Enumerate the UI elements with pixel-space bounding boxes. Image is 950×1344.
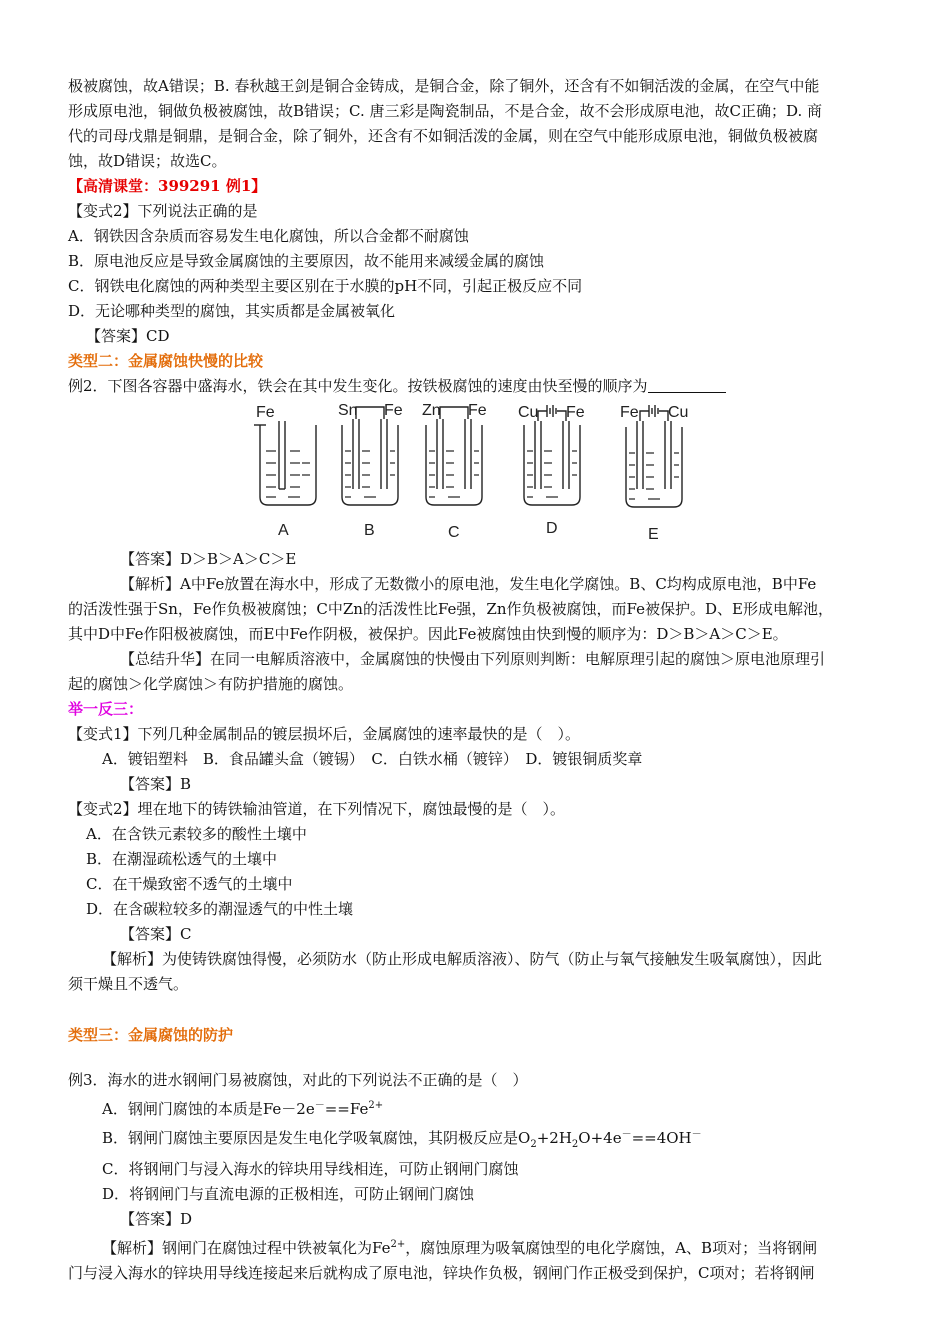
explanation-text: 【解析】钢闸门在腐蚀过程中铁被氧化为Fe	[102, 1239, 391, 1257]
electrode-label: Fe	[620, 404, 639, 421]
battery-icon	[547, 405, 556, 417]
beaker-label: D	[546, 520, 558, 537]
beaker-label: B	[364, 522, 375, 539]
beaker-label: E	[648, 526, 659, 543]
option-text: A．钢闸门腐蚀的本质是Fe－2e	[102, 1100, 315, 1118]
superscript: －	[314, 1100, 325, 1111]
option-line: D．无论哪种类型的腐蚀，其实质都是金属被氧化	[68, 302, 396, 320]
option-line	[68, 1122, 886, 1157]
electrode-label: Fe	[468, 402, 487, 419]
question-text: 【变式2】埋在地下的铸铁输油管道，在下列情况下，腐蚀最慢的是（ ）。	[68, 800, 566, 818]
hd-class-note: 【高清课堂：399291 例1】	[68, 177, 267, 195]
beaker-d	[518, 404, 585, 537]
beaker-e	[620, 404, 688, 543]
superscript: －	[691, 1129, 702, 1140]
summary-line: 起的腐蚀＞化学腐蚀＞有防护措施的腐蚀。	[68, 675, 354, 693]
option-line: C．在干燥致密不透气的土壤中	[86, 875, 293, 893]
document-page	[68, 74, 886, 1286]
option-text: +2H	[536, 1129, 572, 1147]
superscript: 2+	[390, 1239, 406, 1250]
answer-line: 【答案】D＞B＞A＞C＞E	[120, 550, 297, 568]
electrode-label: Fe	[384, 402, 403, 419]
answer-line: 【答案】D	[120, 1210, 193, 1228]
beaker-figure	[68, 401, 886, 547]
summary-line: 【总结升华】在同一电解质溶液中，金属腐蚀的快慢由下列原则判断：电解原理引起的腐蚀＞原电池原理引	[120, 650, 826, 668]
electrode-label: Cu	[668, 404, 689, 421]
explanation-text: ，腐蚀原理为吸氧腐蚀型的电化学腐蚀，A、B项对；当将钢闸	[405, 1239, 818, 1257]
text-line: 代的司母戊鼎是铜鼎，是铜合金，除了铜外，还含有不如铜活泼的金属，则在空气中能形成原电池，铜做负极被腐	[68, 127, 819, 145]
option-line: A．在含铁元素较多的酸性土壤中	[86, 825, 307, 843]
electrode-label: Zn	[422, 402, 441, 419]
option-text: ==4OH	[631, 1129, 692, 1147]
explanation-line: 门与浸入海水的锌块用导线连接起来后就构成了原电池，锌块作负极，钢闸门作正极受到保护，C项对；若将钢闸	[68, 1264, 815, 1282]
beaker-label: A	[278, 522, 289, 539]
option-line: D．在含碳粒较多的潮湿透气的中性土壤	[86, 900, 354, 918]
question-stem: 例2．下图各容器中盛海水，铁会在其中发生变化。按铁极腐蚀的速度由快至慢的顺序为	[68, 377, 648, 395]
spacer	[68, 1048, 886, 1068]
beaker-label: C	[448, 524, 460, 541]
option-text: ==Fe	[324, 1100, 369, 1118]
beaker-c	[422, 402, 487, 541]
answer-line: 【答案】C	[120, 925, 192, 943]
text-line: 形成原电池，铜做负极被腐蚀，故B错误；C. 唐三彩是陶瓷制品，不是合金，故不会形成原电池，故C正确；D. 商	[68, 102, 823, 120]
option-text: O+4e	[578, 1129, 622, 1147]
answer-line: 【答案】CD	[86, 327, 170, 345]
section-heading: 举一反三：	[68, 700, 144, 718]
subscript: 2	[571, 1139, 579, 1150]
battery-icon	[649, 405, 658, 417]
question-text: 【变式2】下列说法正确的是	[68, 202, 258, 220]
option-line: A．钢铁因含杂质而容易发生电化腐蚀，所以合金都不耐腐蚀	[68, 227, 469, 245]
option-line: C．钢铁电化腐蚀的两种类型主要区别在于水膜的pH不同，引起正极反应不同	[68, 277, 583, 295]
answer-line: 【答案】B	[120, 775, 192, 793]
explanation-line: 的活泼性强于Sn，Fe作负极被腐蚀；C中Zn的活泼性比Fe强，Zn作负极被腐蚀，而Fe被保护。D、E形成电解池，	[68, 600, 833, 618]
electrode-label: Fe	[256, 404, 275, 421]
option-line: B．原电池反应是导致金属腐蚀的主要原因，故不能用来减缓金属的腐蚀	[68, 252, 545, 270]
electrode-label: Cu	[518, 404, 539, 421]
option-line: D．将钢闸门与直流电源的正极相连，可防止钢闸门腐蚀	[102, 1185, 475, 1203]
option-line: B．在潮湿疏松透气的土壤中	[86, 850, 278, 868]
text-line: 极被腐蚀，故A错误；B. 春秋越王剑是铜合金铸成，是铜合金，除了铜外，还含有不如铜活泼的金属，在空气中能	[68, 77, 820, 95]
explanation-line: 须干燥且不透气。	[68, 975, 189, 993]
explanation-line: 【解析】A中Fe放置在海水中，形成了无数微小的原电池，发生电化学腐蚀。B、C均构成原电池，B中Fe	[120, 575, 817, 593]
answer-blank	[648, 376, 726, 393]
question-text: 【变式1】下列几种金属制品的镀层损坏后，金属腐蚀的速率最快的是（ ）。	[68, 725, 581, 743]
superscript: －	[621, 1129, 632, 1140]
option-text: B．钢闸门腐蚀主要原因是发生电化学吸氧腐蚀，其阴极反应是O	[102, 1129, 531, 1147]
question-text	[68, 374, 886, 399]
text-line: 蚀，故D错误；故选C。	[68, 152, 227, 170]
beaker-a	[254, 404, 316, 539]
section-heading: 类型三：金属腐蚀的防护	[68, 1026, 234, 1044]
beaker-b	[338, 402, 403, 539]
electrode-label: Fe	[566, 404, 585, 421]
explanation-line: 【解析】为使铸铁腐蚀得慢，必须防水（防止形成电解质溶液）、防气（防止与氧气接触发生吸氧腐蚀），因此	[102, 950, 823, 968]
subscript: 2	[530, 1139, 537, 1150]
electrode-label: Sn	[338, 402, 358, 419]
section-heading: 类型二：金属腐蚀快慢的比较	[68, 352, 264, 370]
explanation-line: 其中D中Fe作阳极被腐蚀，而E中Fe作阴极，被保护。因此Fe被腐蚀由快到慢的顺序为：D＞B＞A＞C＞E。	[68, 625, 788, 643]
question-text: 例3．海水的进水钢闸门易被腐蚀，对此的下列说法不正确的是（ ）	[68, 1071, 528, 1089]
option-line: C．将钢闸门与浸入海水的锌块用导线相连，可防止钢闸门腐蚀	[102, 1160, 519, 1178]
explanation-line	[68, 1232, 886, 1261]
spacer	[68, 997, 886, 1023]
superscript: 2+	[368, 1100, 384, 1111]
option-line	[68, 1093, 886, 1122]
option-line: A．镀铝塑料 B．食品罐头盒（镀锡） C．白铁水桶（镀锌） D．镀银铜质奖章	[102, 750, 643, 768]
